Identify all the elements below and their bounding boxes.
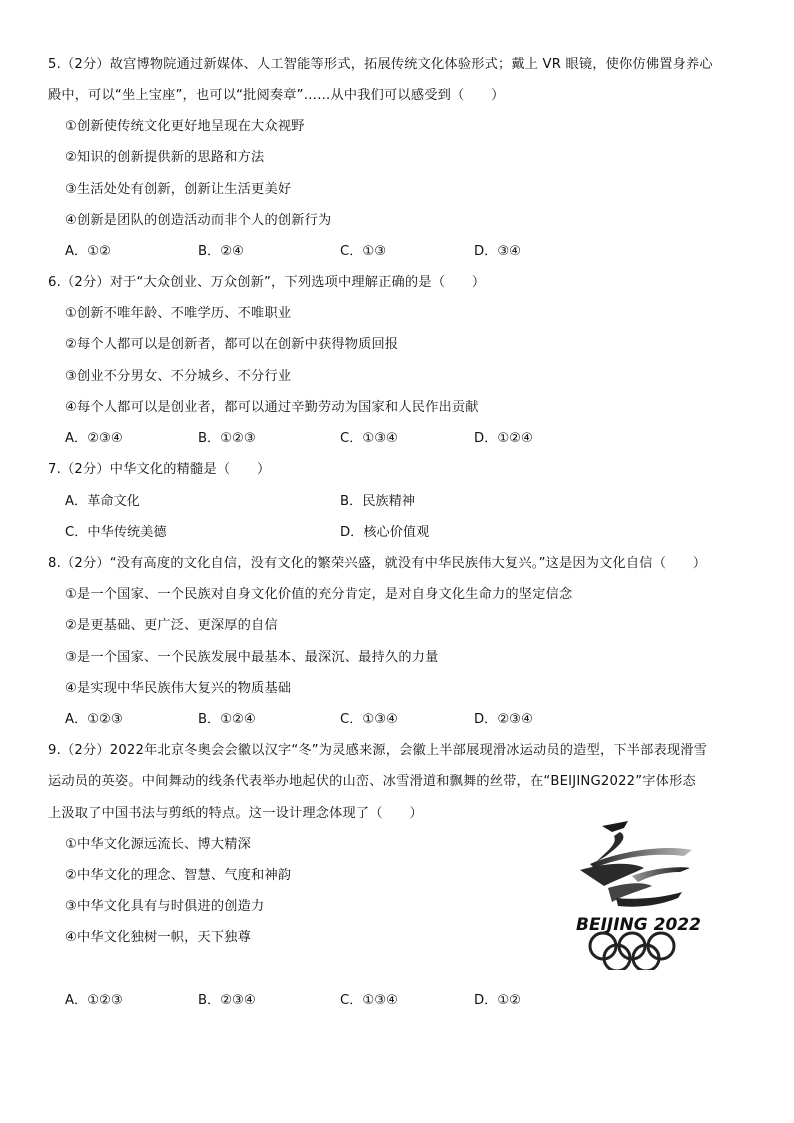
q8-option-d: D．②③④ xyxy=(474,712,533,727)
q9-option-c: C．①③④ xyxy=(340,993,398,1008)
q7-option-a: A．革命文化 xyxy=(65,494,140,509)
q8-stem-line-1: 8.（2分）“没有高度的文化自信，没有文化的繁荣兴盛，就没有中华民族伟大复兴。”这是因为文化自信（ ） xyxy=(48,556,707,571)
q5-stem-line-2: 殿中，可以“坐上宝座”，也可以“批阅奏章”……从中我们可以感受到（ ） xyxy=(48,88,505,103)
q9-stem-line-1: 9.（2分）2022年北京冬奥会会徽以汉字“冬”为灵感来源，会徽上半部展现滑冰运动员的造型，下半部表现滑雪 xyxy=(48,743,708,758)
q9-stem-line-3: 上汲取了中国书法与剪纸的特点。这一设计理念体现了（ ） xyxy=(48,806,423,821)
q9-item-2: ②中华文化的理念、智慧、气度和神韵 xyxy=(65,868,292,883)
q8-option-b: B．①②④ xyxy=(198,712,256,727)
q9-stem-line-2: 运动员的英姿。中间舞动的线条代表举办地起伏的山峦、冰雪滑道和飘舞的丝带，在“BEIJING2022”字体形态 xyxy=(48,774,696,789)
q5-item-2: ②知识的创新提供新的思路和方法 xyxy=(65,150,265,165)
q5-option-a: A．①② xyxy=(65,244,111,259)
q8-option-c: C．①③④ xyxy=(340,712,398,727)
q7-stem-line-1: 7.（2分）中华文化的精髓是（ ） xyxy=(48,462,271,477)
q7-option-b: B．民族精神 xyxy=(340,494,415,509)
q6-item-2: ②每个人都可以是创新者，都可以在创新中获得物质回报 xyxy=(65,337,399,352)
q5-item-1: ①创新使传统文化更好地呈现在大众视野 xyxy=(65,119,305,134)
q9-item-1: ①中华文化源远流长、博大精深 xyxy=(65,837,252,852)
dong-character-icon xyxy=(580,821,692,907)
q6-option-d: D．①②④ xyxy=(474,431,533,446)
q6-item-3: ③创业不分男女、不分城乡、不分行业 xyxy=(65,369,292,384)
q9-option-a: A．①②③ xyxy=(65,993,123,1008)
q7-option-d: D．核心价值观 xyxy=(340,525,430,540)
q5-item-4: ④创新是团队的创造活动而非个人的创新行为 xyxy=(65,213,332,228)
q6-stem-line-1: 6.（2分）对于“大众创业、万众创新”，下列选项中理解正确的是（ ） xyxy=(48,275,486,290)
q6-option-b: B．①②③ xyxy=(198,431,256,446)
q9-item-4: ④中华文化独树一帜，天下独尊 xyxy=(65,930,252,945)
q7-option-c: C．中华传统美德 xyxy=(65,525,167,540)
emblem-wordmark: BEIJING 2022 xyxy=(576,915,701,935)
q5-item-3: ③生活处处有创新，创新让生活更美好 xyxy=(65,182,292,197)
q6-item-4: ④每个人都可以是创业者，都可以通过辛勤劳动为国家和人民作出贡献 xyxy=(65,400,479,415)
q5-stem-line-1: 5.（2分）故宫博物院通过新媒体、人工智能等形式，拓展传统文化体验形式；戴上 VR 眼镜，使你仿佛置身养心 xyxy=(48,57,713,72)
olympic-rings-icon xyxy=(590,933,674,970)
q8-item-2: ②是更基础、更广泛、更深厚的自信 xyxy=(65,618,278,633)
q8-item-1: ①是一个国家、一个民族对自身文化价值的充分肯定，是对自身文化生命力的坚定信念 xyxy=(65,587,573,602)
q8-option-a: A．①②③ xyxy=(65,712,123,727)
q8-item-3: ③是一个国家、一个民族发展中最基本、最深沉、最持久的力量 xyxy=(65,650,439,665)
q9-option-d: D．①② xyxy=(474,993,521,1008)
q6-item-1: ①创新不唯年龄、不唯学历、不唯职业 xyxy=(65,306,292,321)
q5-option-c: C．①③ xyxy=(340,244,387,259)
q5-option-b: B．②④ xyxy=(198,244,244,259)
q9-option-b: B．②③④ xyxy=(198,993,256,1008)
q6-option-a: A．②③④ xyxy=(65,431,123,446)
q6-option-c: C．①③④ xyxy=(340,431,398,446)
q9-item-3: ③中华文化具有与时俱进的创造力 xyxy=(65,899,265,914)
q5-option-d: D．③④ xyxy=(474,244,521,259)
q8-item-4: ④是实现中华民族伟大复兴的物质基础 xyxy=(65,681,292,696)
beijing-2022-emblem xyxy=(572,818,722,970)
